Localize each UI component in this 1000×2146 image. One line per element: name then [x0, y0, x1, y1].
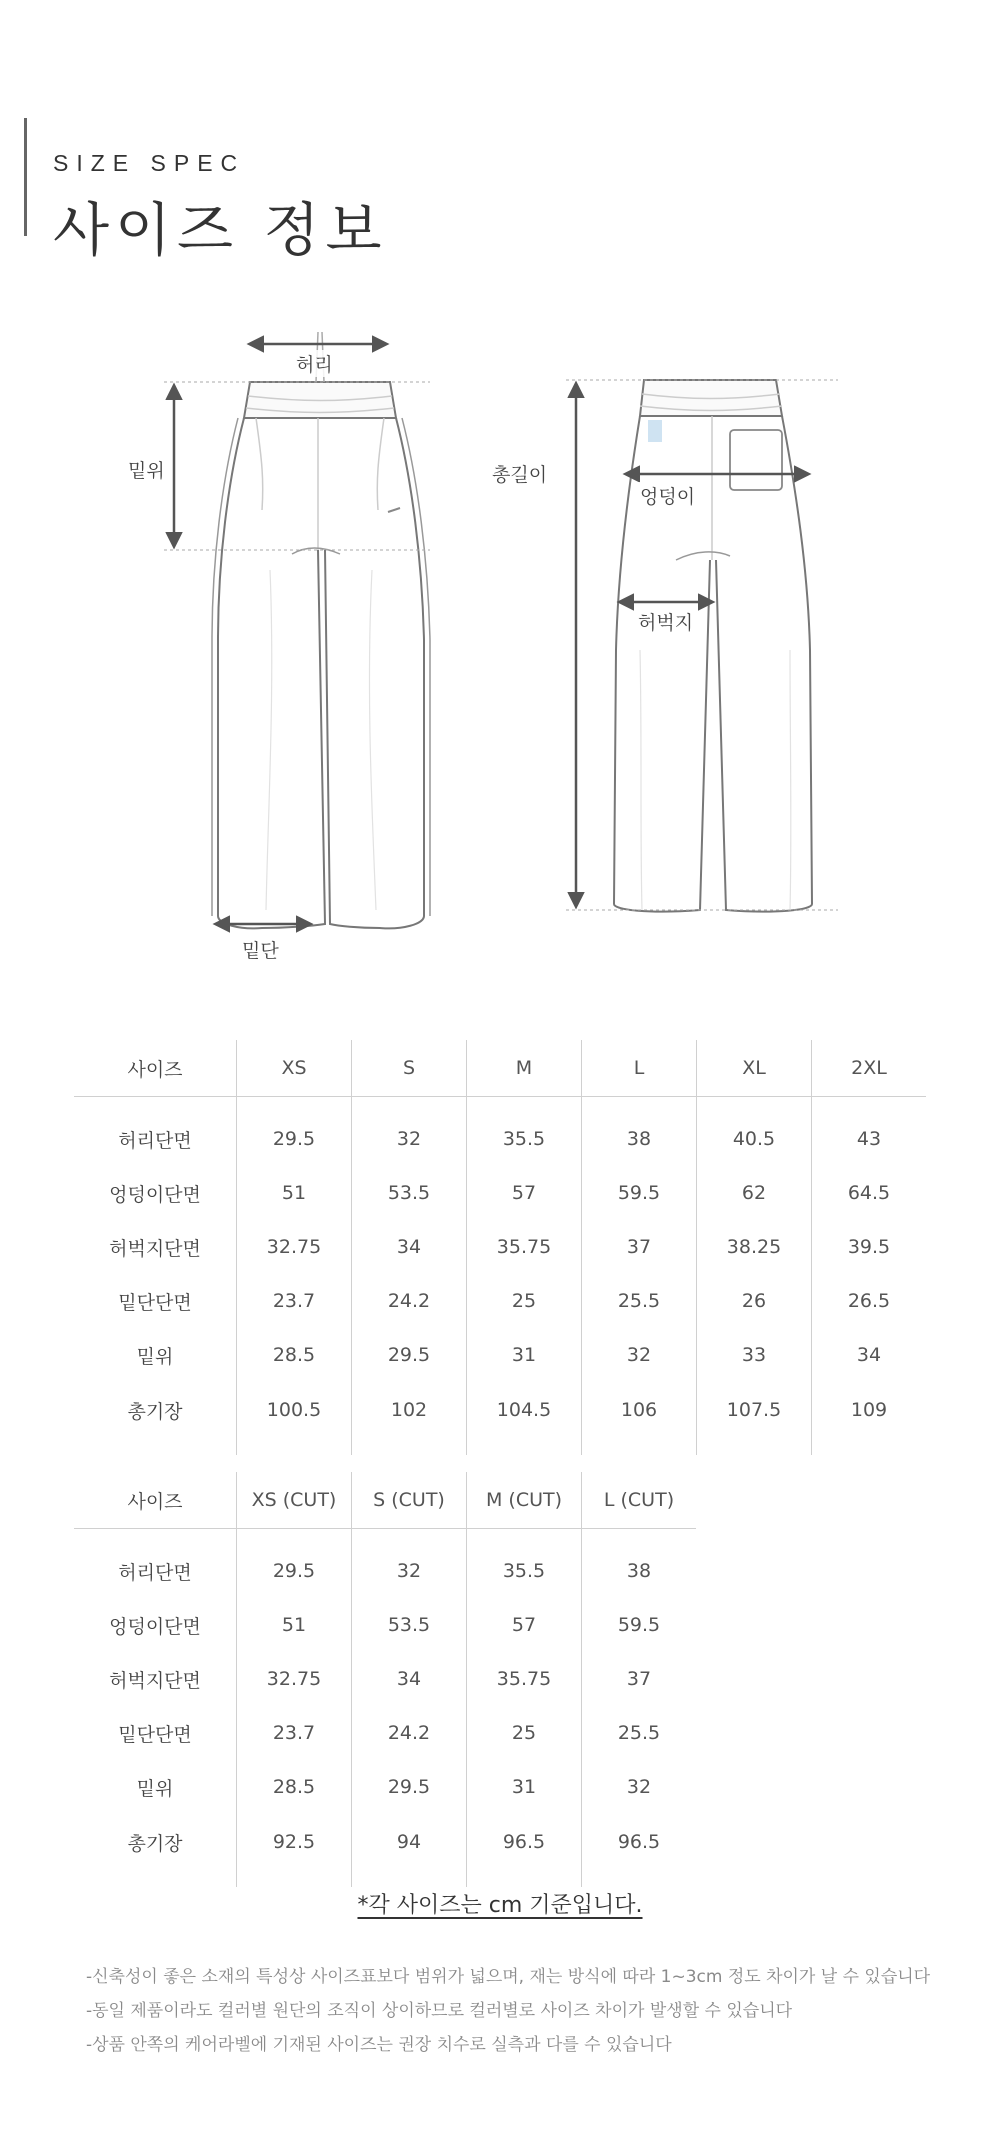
column-header: L [582, 1040, 697, 1097]
table-cell: 25.5 [582, 1274, 697, 1328]
table-header-row [74, 1040, 926, 1097]
table-row [74, 1760, 696, 1814]
table-cell: 32 [352, 1529, 467, 1599]
table-cell: 29.5 [352, 1760, 467, 1814]
table-cell: 37 [582, 1220, 697, 1274]
row-label: 밑단단면 [118, 1291, 192, 1314]
size-header-label: 사이즈 [74, 1472, 237, 1529]
page-title: 사이즈 정보 [53, 196, 388, 264]
table-cell: 107.5 [697, 1382, 812, 1455]
row-label: 허리단면 [118, 1561, 192, 1584]
table-cell: 104.5 [467, 1382, 582, 1455]
table-cell: 53.5 [352, 1166, 467, 1220]
table-cell: 34 [352, 1652, 467, 1706]
table-cell: 34 [352, 1220, 467, 1274]
table-row [74, 1166, 926, 1220]
table-row [74, 1529, 696, 1599]
note-item: -신축성이 좋은 소재의 특성상 사이즈표보다 범위가 넓으며, 재는 방식에 따라 1~3cm 정도 차이가 날 수 있습니다 [86, 1967, 931, 1987]
table-cell: 23.7 [237, 1706, 352, 1760]
waist-label: 허리 [294, 350, 335, 377]
table-cell: 25 [467, 1274, 582, 1328]
front-arrows [174, 344, 386, 924]
note-item: -동일 제품이라도 컬러별 원단의 조직이 상이하므로 컬러별로 사이즈 차이가 발생할 수 있습니다 [86, 2001, 793, 2021]
table-cell: 35.5 [467, 1097, 582, 1167]
table-cell: 23.7 [237, 1274, 352, 1328]
row-label: 허벅지단면 [109, 1237, 201, 1260]
table-cell: 53.5 [352, 1598, 467, 1652]
table-row [74, 1328, 926, 1382]
row-label: 밑단단면 [118, 1723, 192, 1746]
table-cell: 24.2 [352, 1274, 467, 1328]
size-header-label: 사이즈 [74, 1040, 237, 1097]
table-row [74, 1220, 926, 1274]
row-label: 엉덩이단면 [109, 1615, 201, 1638]
table-cell: 62 [697, 1166, 812, 1220]
table-cell: 96.5 [467, 1814, 582, 1887]
table-cell: 51 [237, 1166, 352, 1220]
table-cell: 59.5 [582, 1166, 697, 1220]
table-cell: 92.5 [237, 1814, 352, 1887]
table-cell: 28.5 [237, 1328, 352, 1382]
notes-list [86, 1960, 930, 2062]
unit-note-text: *각 사이즈는 cm 기준입니다. [357, 1893, 643, 1918]
front-pants-drawing [212, 332, 430, 928]
table-row [74, 1382, 926, 1455]
table-cell: 32.75 [237, 1220, 352, 1274]
row-label: 총기장 [127, 1400, 183, 1423]
table-cell: 100.5 [237, 1382, 352, 1455]
table-cell: 29.5 [237, 1529, 352, 1599]
size-table-cut [74, 1472, 696, 1887]
table-header-row [74, 1472, 696, 1529]
pants-illustration [0, 310, 1000, 1000]
table-row [74, 1274, 926, 1328]
eyebrow-text: SIZE SPEC [53, 150, 246, 176]
table-cell: 109 [812, 1382, 927, 1455]
table-cell: 39.5 [812, 1220, 927, 1274]
thigh-label: 허벅지 [636, 608, 695, 635]
table-cell: 40.5 [697, 1097, 812, 1167]
table-cell: 25.5 [582, 1706, 697, 1760]
table-cell: 24.2 [352, 1706, 467, 1760]
table-cell: 32.75 [237, 1652, 352, 1706]
column-header: L (CUT) [582, 1472, 697, 1529]
table-cell: 32 [352, 1097, 467, 1167]
table-cell: 35.75 [467, 1220, 582, 1274]
table-row [74, 1598, 696, 1652]
table-cell: 57 [467, 1166, 582, 1220]
row-label: 밑위 [136, 1777, 174, 1800]
table-row [74, 1814, 696, 1887]
section-header [24, 118, 388, 264]
column-header: 2XL [812, 1040, 927, 1097]
table-cell: 35.75 [467, 1652, 582, 1706]
table-cell: 59.5 [582, 1598, 697, 1652]
table-cell: 32 [582, 1760, 697, 1814]
unit-note [0, 1888, 1000, 1919]
table-cell: 37 [582, 1652, 697, 1706]
total-length-label: 총길이 [490, 460, 549, 487]
hip-label: 엉덩이 [638, 482, 697, 509]
table-row [74, 1706, 696, 1760]
row-label: 허벅지단면 [109, 1669, 201, 1692]
table-row [74, 1097, 926, 1167]
column-header: S [352, 1040, 467, 1097]
table-cell: 25 [467, 1706, 582, 1760]
column-header: XL [697, 1040, 812, 1097]
table-cell: 34 [812, 1328, 927, 1382]
back-arrows [576, 384, 808, 906]
hem-label: 밑단 [240, 936, 281, 963]
row-label: 엉덩이단면 [109, 1183, 201, 1206]
table-cell: 26.5 [812, 1274, 927, 1328]
row-label: 밑위 [136, 1345, 174, 1368]
column-header: M [467, 1040, 582, 1097]
row-label: 총기장 [127, 1832, 183, 1855]
table-cell: 31 [467, 1760, 582, 1814]
table-cell: 64.5 [812, 1166, 927, 1220]
table-cell: 96.5 [582, 1814, 697, 1887]
table-cell: 51 [237, 1598, 352, 1652]
column-header: XS (CUT) [237, 1472, 352, 1529]
table-cell: 29.5 [352, 1328, 467, 1382]
table-cell: 33 [697, 1328, 812, 1382]
note-item: -상품 안쪽의 케어라벨에 기재된 사이즈는 권장 치수로 실측과 다를 수 있습니다 [86, 2035, 672, 2055]
table-cell: 38 [582, 1529, 697, 1599]
column-header: M (CUT) [467, 1472, 582, 1529]
back-pants-drawing [614, 380, 812, 912]
row-label: 허리단면 [118, 1129, 192, 1152]
table-row [74, 1652, 696, 1706]
table-cell: 29.5 [237, 1097, 352, 1167]
rise-label: 밑위 [126, 456, 167, 483]
table-cell: 106 [582, 1382, 697, 1455]
column-header: S (CUT) [352, 1472, 467, 1529]
table-cell: 32 [582, 1328, 697, 1382]
table-cell: 94 [352, 1814, 467, 1887]
pants-measurement-diagram [0, 310, 1000, 1000]
table-cell: 35.5 [467, 1529, 582, 1599]
table-cell: 31 [467, 1328, 582, 1382]
table-cell: 102 [352, 1382, 467, 1455]
table-cell: 38 [582, 1097, 697, 1167]
table-cell: 38.25 [697, 1220, 812, 1274]
table-cell: 26 [697, 1274, 812, 1328]
size-table-main [74, 1040, 926, 1455]
table-cell: 28.5 [237, 1760, 352, 1814]
table-cell: 57 [467, 1598, 582, 1652]
column-header: XS [237, 1040, 352, 1097]
table-cell: 43 [812, 1097, 927, 1167]
